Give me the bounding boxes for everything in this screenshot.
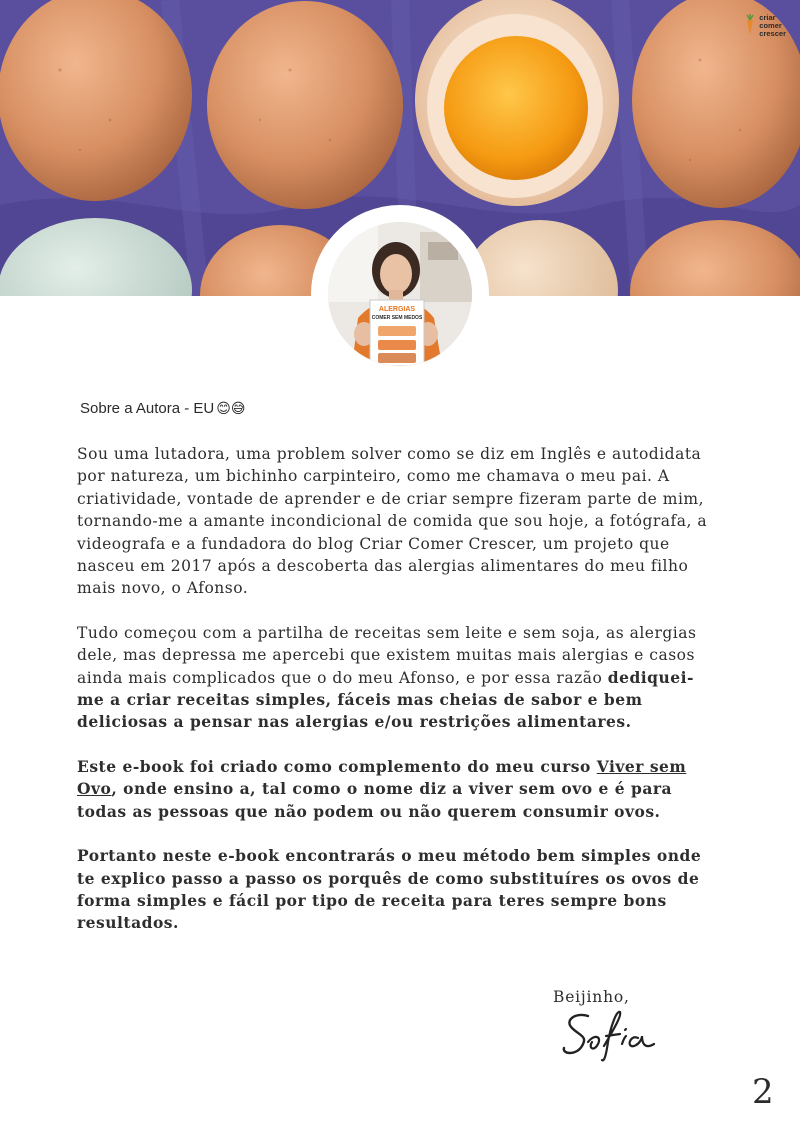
author-avatar — [328, 222, 472, 366]
paragraph-4-text: Portanto neste e-book encontrarás o meu método bem simples onde te explico passo a passo os porquês de como substituíres os ovos de forma simples e fácil por tipo de receita para teres sempre bons resultados. — [77, 846, 702, 933]
book-title-line-2: COMER SEM MEDOS — [371, 315, 423, 321]
brand-line-1: criar — [759, 13, 776, 22]
paragraph-4 — [77, 845, 717, 935]
page-number: 2 — [752, 1072, 774, 1112]
sign-off: Beijinho, — [553, 988, 630, 1006]
handwritten-signature — [558, 1006, 663, 1066]
paragraph-3 — [77, 756, 717, 823]
section-heading — [80, 400, 245, 417]
brand-logo — [744, 14, 786, 38]
paragraph-2-emphasis: dediquei-me a criar receitas simples, fáceis mas cheias de sabor e bem deliciosas a pensar nas alergias e/ou restrições alimentares. — [77, 667, 694, 732]
carrot-icon — [744, 14, 756, 36]
signature-graphic — [558, 1006, 663, 1062]
book-title-line-1: ALERGIAS — [378, 306, 416, 313]
brand-line-2: comer — [759, 21, 782, 30]
paragraph-3-text-end: , onde ensino a, tal como o nome diz a viver sem ovo e é para todas as pessoas que não podem ou não querem consumir ovos. — [77, 779, 673, 821]
paragraph-2-text: Tudo começou com a partilha de receitas sem leite e sem soja, as alergias dele, mas depressa me apercebi que existem muitas mais alergias e casos ainda mais complicados que o do meu Afonso, e por essa razão — [77, 623, 697, 687]
heading-text: Sobre a Autora - EU — [80, 400, 215, 417]
author-photo — [328, 222, 472, 366]
paragraph-3-text-start: Este e-book foi criado como complemento do meu curso — [77, 756, 597, 776]
paragraph-2 — [77, 622, 717, 734]
paragraph-1: Sou uma lutadora, uma problem solver como se diz em Inglês e autodidata por natureza, um bichinho carpinteiro, como me chamava o meu pai. A criatividade, vontade de aprender e de criar sempre fizeram parte de mim, tornando-me a amante incondicional de comida que sou hoje, a fotógrafa, a videografa e a fundadora do blog Criar Comer Crescer, um projeto que nasceu em 2017 após a descoberta das alergias alimentares do meu filho mais novo, o Afonso. — [77, 445, 708, 598]
brand-line-3: crescer — [759, 29, 786, 38]
course-link[interactable]: Viver sem Ovo — [77, 756, 687, 799]
about-author-body — [77, 443, 717, 957]
heading-emoji: 😊😅 — [216, 400, 246, 417]
